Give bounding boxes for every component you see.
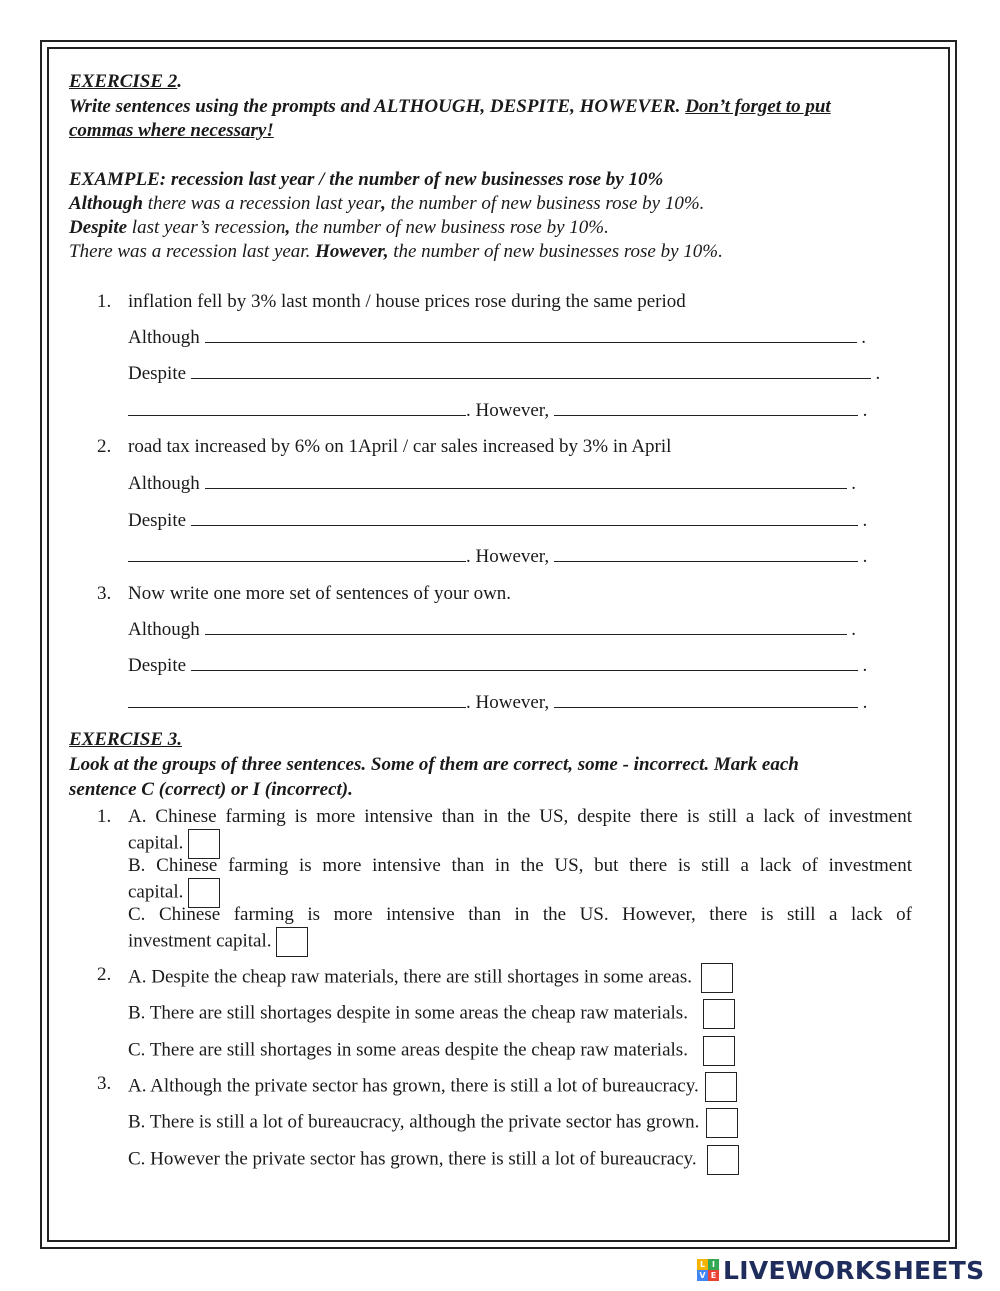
answer-blank[interactable]	[191, 509, 858, 526]
although-row: Although .	[128, 619, 857, 640]
exercise2-title: EXERCISE 2.	[69, 71, 182, 92]
exercise3-title: EXERCISE 3.	[69, 729, 182, 750]
sentence-3c: C. However the private sector has grown, there is still a lot of bureaucracy.	[128, 1145, 739, 1175]
despite-row: Despite .	[128, 510, 868, 531]
answer-box[interactable]	[703, 1036, 735, 1066]
answer-box[interactable]	[705, 1072, 737, 1102]
exercise3-instruction: Look at the groups of three sentences. Some of them are correct, some - incorrect. Mark each	[69, 754, 799, 775]
liveworksheets-logo	[697, 1255, 984, 1285]
item-prompt: inflation fell by 3% last month / house prices rose during the same period	[128, 291, 686, 312]
despite-row: Despite .	[128, 655, 868, 676]
sentence-1b-line2: capital.	[128, 878, 220, 908]
sentence-1c-line2: investment capital.	[128, 927, 308, 957]
example-heading: EXAMPLE: recession last year / the number of new businesses rose by 10%	[69, 169, 664, 190]
however-row: . However, .	[128, 691, 867, 715]
example-sentence-1: Although there was a recession last year, the number of new business rose by 10%.	[69, 193, 705, 214]
item-prompt: Now write one more set of sentences of your own.	[128, 583, 512, 604]
despite-row: Despite .	[128, 363, 881, 384]
answer-box[interactable]	[706, 1108, 738, 1138]
sentence-1c-line1: C. Chinese farming is more intensive than in the US. However, there is still a lack of	[128, 904, 912, 925]
sentence-2c: C. There are still shortages in some areas despite the cheap raw materials.	[128, 1036, 735, 1066]
answer-blank[interactable]	[128, 691, 466, 708]
answer-box[interactable]	[276, 927, 308, 957]
answer-blank[interactable]	[128, 545, 466, 562]
answer-box[interactable]	[701, 963, 733, 993]
answer-blank[interactable]	[191, 362, 871, 379]
sentence-1a-line1: A. Chinese farming is more intensive than in the US, despite there is still a lack of investment	[128, 806, 912, 827]
sentence-1a-line2: capital.	[128, 829, 220, 859]
exercise2-instruction: Write sentences using the prompts and ALTHOUGH, DESPITE, HOWEVER. Don’t forget to put	[69, 96, 831, 117]
item-prompt: road tax increased by 6% on 1April / car sales increased by 3% in April	[128, 436, 672, 457]
example-sentence-3: There was a recession last year. However, the number of new businesses rose by 10%.	[69, 241, 723, 262]
item-number: 2.	[97, 436, 112, 457]
answer-blank[interactable]	[554, 691, 858, 708]
logo-blocks-icon: L I V E	[697, 1259, 719, 1281]
answer-blank[interactable]	[205, 618, 847, 635]
however-row: . However, .	[128, 545, 867, 569]
answer-blank[interactable]	[205, 326, 857, 343]
sentence-3b: B. There is still a lot of bureaucracy, although the private sector has grown.	[128, 1108, 738, 1138]
although-row: Although .	[128, 327, 867, 348]
item-number: 1.	[97, 291, 112, 312]
answer-blank[interactable]	[205, 472, 847, 489]
sentence-3a: A. Although the private sector has grown, there is still a lot of bureaucracy.	[128, 1072, 737, 1102]
however-row: . However, .	[128, 399, 867, 423]
group-number: 3.	[97, 1073, 112, 1094]
group-number: 1.	[97, 806, 112, 827]
answer-blank[interactable]	[191, 654, 858, 671]
answer-blank[interactable]	[554, 399, 858, 416]
answer-blank[interactable]	[128, 399, 466, 416]
exercise3-instruction-line2: sentence C (correct) or I (incorrect).	[69, 779, 353, 800]
sentence-2b: B. There are still shortages despite in some areas the cheap raw materials.	[128, 999, 735, 1029]
sentence-1b-line1: B. Chinese farming is more intensive than in the US, but there is still a lack of investment	[128, 855, 912, 876]
exercise2-instruction-line2: commas where necessary!	[69, 120, 274, 141]
logo-text: LIVEWORKSHEETS	[723, 1255, 985, 1285]
answer-box[interactable]	[707, 1145, 739, 1175]
example-sentence-2: Despite last year’s recession, the number of new business rose by 10%.	[69, 217, 609, 238]
item-number: 3.	[97, 583, 112, 604]
although-row: Although .	[128, 473, 857, 494]
group-number: 2.	[97, 964, 112, 985]
answer-blank[interactable]	[554, 545, 858, 562]
sentence-2a: A. Despite the cheap raw materials, there are still shortages in some areas.	[128, 963, 733, 993]
answer-box[interactable]	[703, 999, 735, 1029]
